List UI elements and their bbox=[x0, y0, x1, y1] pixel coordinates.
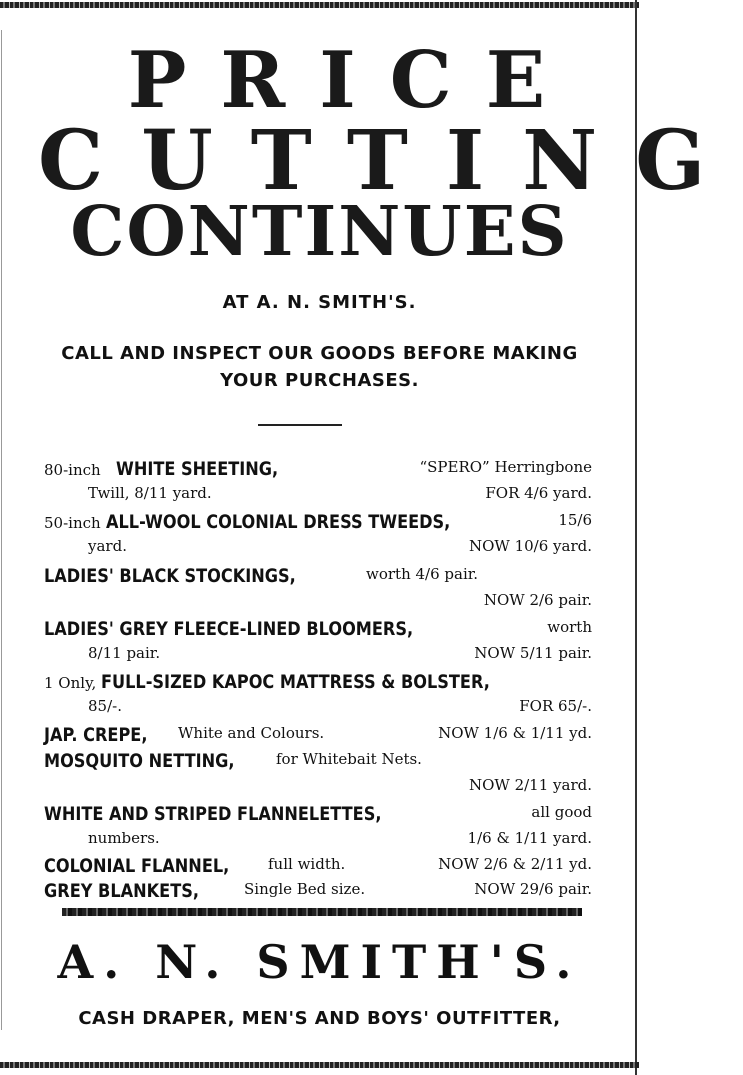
item-detail: Single Bed size. bbox=[244, 880, 366, 898]
list-item-continued bbox=[44, 644, 592, 670]
item-detail: all good bbox=[531, 803, 592, 821]
item-price: NOW 1/6 & 1/11 yd. bbox=[438, 724, 592, 742]
subhead-call-inspect bbox=[0, 340, 639, 394]
item-price: NOW 5/11 pair. bbox=[474, 644, 592, 662]
item-title: FULL-SIZED KAPOC MATTRESS & BOLSTER, bbox=[101, 671, 491, 693]
list-item-continued bbox=[44, 776, 592, 802]
list-item-continued bbox=[44, 537, 592, 563]
headline-price: PRICE bbox=[127, 35, 580, 126]
list-item bbox=[44, 855, 592, 881]
item-quantity: 1 Only, bbox=[44, 674, 97, 692]
item-detail: worth 4/6 pair. bbox=[366, 565, 479, 583]
item-size: 80-inch bbox=[44, 461, 101, 479]
item-detail: Twill, 8/11 yard. bbox=[88, 484, 212, 502]
item-title: LADIES' GREY FLEECE-LINED BLOOMERS, bbox=[44, 618, 414, 640]
item-detail: 8/11 pair. bbox=[88, 644, 161, 662]
list-item bbox=[44, 511, 592, 537]
item-detail: full width. bbox=[268, 855, 346, 873]
item-price: NOW 2/11 yard. bbox=[468, 776, 592, 794]
list-item bbox=[44, 671, 592, 697]
list-item-continued bbox=[44, 484, 592, 510]
footer-tagline: CASH DRAPER, MEN'S AND BOYS' OUTFITTER, bbox=[78, 1008, 561, 1029]
item-price: FOR 65/-. bbox=[519, 697, 592, 715]
item-detail: 15/6 bbox=[558, 511, 592, 529]
top-border-rule bbox=[0, 2, 639, 8]
item-title: LADIES' BLACK STOCKINGS, bbox=[44, 565, 296, 587]
list-item bbox=[44, 618, 592, 644]
list-item-continued bbox=[44, 591, 592, 617]
item-price: FOR 4/6 yard. bbox=[485, 484, 592, 502]
item-title: JAP. CREPE, bbox=[44, 724, 148, 746]
item-detail: for Whitebait Nets. bbox=[276, 750, 422, 768]
item-detail: White and Colours. bbox=[178, 724, 325, 742]
item-price: NOW 2/6 pair. bbox=[483, 591, 592, 609]
item-detail: numbers. bbox=[88, 829, 160, 847]
item-title: COLONIAL FLANNEL, bbox=[44, 855, 230, 877]
item-detail: 85/-. bbox=[88, 697, 122, 715]
headline-cutting: CUTTING bbox=[38, 113, 743, 209]
subhead-at-smiths: AT A. N. SMITH'S. bbox=[222, 292, 417, 313]
list-item bbox=[44, 750, 592, 776]
footer-divider bbox=[62, 908, 582, 916]
footer-store-name: A. N. SMITH'S. bbox=[57, 935, 582, 989]
item-detail: yard. bbox=[88, 537, 127, 555]
list-item bbox=[44, 803, 592, 829]
headline-continues: CONTINUES bbox=[70, 192, 569, 272]
item-price: NOW 2/6 & 2/11 yd. bbox=[438, 855, 592, 873]
item-detail: “SPERO” Herringbone bbox=[419, 458, 592, 476]
bottom-border-rule bbox=[0, 1062, 639, 1068]
item-title: WHITE SHEETING, bbox=[115, 458, 278, 480]
list-item bbox=[44, 458, 592, 484]
item-price: 1/6 & 1/11 yard. bbox=[467, 829, 592, 847]
list-item bbox=[44, 565, 592, 591]
section-divider bbox=[258, 424, 342, 426]
subhead-call-line2: YOUR PURCHASES. bbox=[220, 370, 419, 391]
list-item bbox=[44, 724, 592, 750]
item-price: NOW 10/6 yard. bbox=[468, 537, 592, 555]
list-item-continued bbox=[44, 829, 592, 855]
subhead-call-line1: CALL AND INSPECT OUR GOODS BEFORE MAKING bbox=[61, 343, 578, 364]
item-price: NOW 29/6 pair. bbox=[474, 880, 592, 898]
item-title: MOSQUITO NETTING, bbox=[44, 750, 235, 772]
item-size: 50-inch bbox=[44, 514, 101, 532]
item-title: WHITE AND STRIPED FLANNELETTES, bbox=[44, 803, 382, 825]
list-item-continued bbox=[44, 697, 592, 723]
item-detail: worth bbox=[547, 618, 592, 636]
item-title: ALL-WOOL COLONIAL DRESS TWEEDS, bbox=[105, 511, 451, 533]
list-item bbox=[44, 880, 592, 906]
item-title: GREY BLANKETS, bbox=[44, 880, 199, 902]
